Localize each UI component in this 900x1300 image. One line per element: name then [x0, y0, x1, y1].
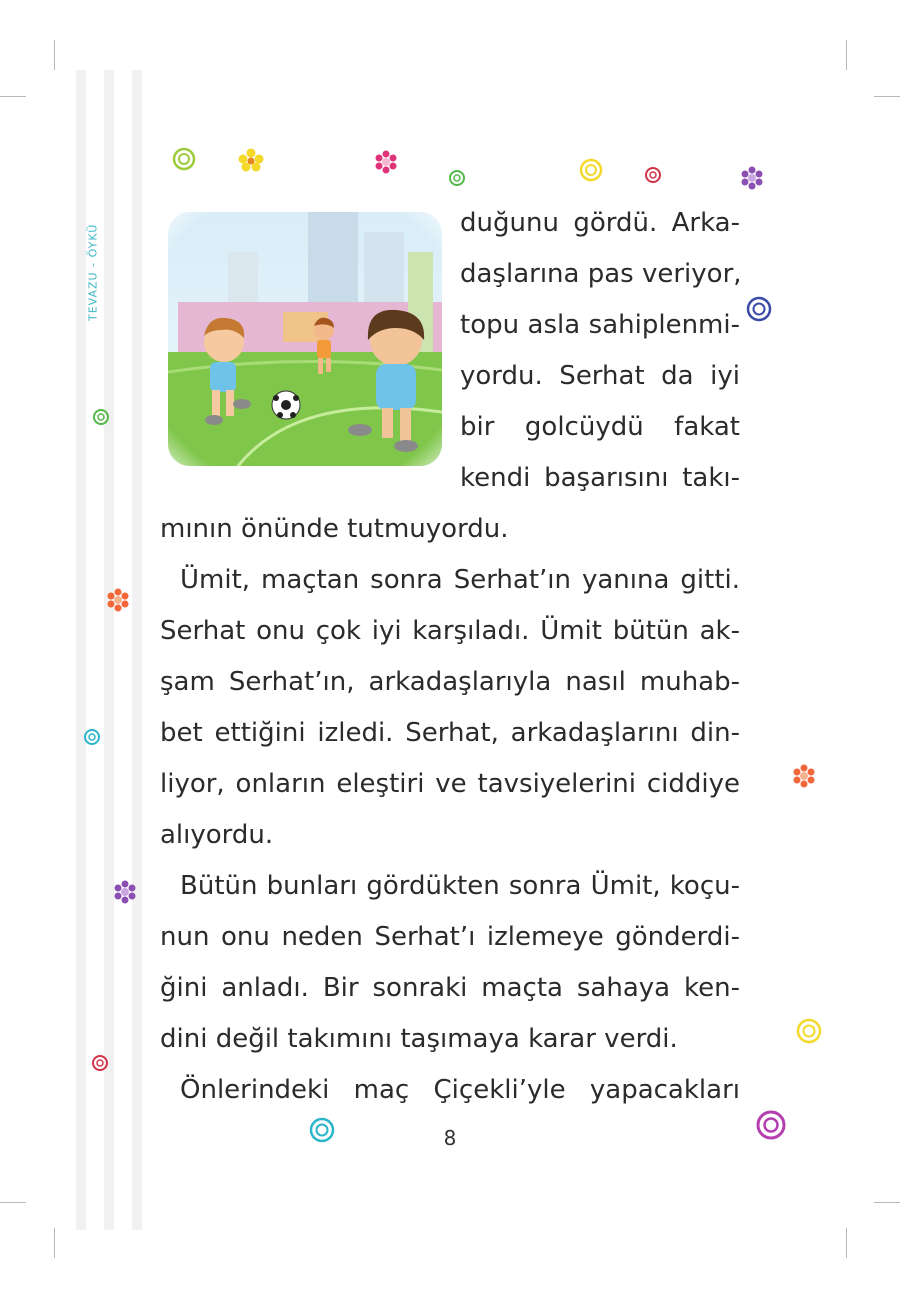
margin-stripe — [132, 70, 142, 1230]
text-line: Bütün bunları gördükten sonra Ümit, koçu- — [180, 871, 740, 901]
flower-icon — [740, 166, 764, 190]
crop-mark — [874, 1202, 900, 1203]
text-line: Önlerindeki maç Çiçekli’yle yapacakları — [180, 1075, 740, 1105]
ring-icon — [579, 158, 603, 182]
text-line: bet ettiğini izledi. Serhat, arkadaşlarını din- — [160, 718, 740, 748]
flower-icon — [238, 148, 264, 172]
text-line: mının önünde tutmuyordu. — [160, 514, 509, 544]
football-scene — [168, 212, 442, 466]
crop-mark — [846, 1228, 847, 1258]
text-line: dini değil takımını taşımaya karar verdi. — [160, 1024, 678, 1054]
text-line: şam Serhat’ın, arkadaşlarıyla nasıl muhab- — [160, 667, 740, 697]
text-line: kendi başarısını takı- — [460, 463, 740, 493]
text-line: yordu. Serhat da iyi — [460, 361, 740, 391]
text-line: ğini anladı. Bir sonraki maçta sahaya ken- — [160, 973, 740, 1003]
text-line: daşlarına pas veriyor, — [460, 259, 742, 289]
crop-mark — [0, 1202, 26, 1203]
flower-icon — [106, 588, 130, 612]
ring-icon — [92, 408, 110, 426]
flower-icon — [374, 150, 398, 174]
text-line: duğunu gördü. Arka- — [460, 208, 740, 238]
crop-mark — [54, 40, 55, 70]
ring-icon — [91, 1054, 109, 1072]
ring-icon — [83, 728, 101, 746]
text-line: liyor, onların eleştiri ve tavsiyelerini ciddiye — [160, 769, 740, 799]
ring-icon — [796, 1018, 822, 1044]
section-label: TEVAZU - ÖYKÜ — [86, 223, 100, 321]
text-line: nun onu neden Serhat’ı izlemeye gönderdi- — [160, 922, 740, 952]
flower-icon — [113, 880, 137, 904]
text-line: topu asla sahiplenmi- — [460, 310, 740, 340]
ring-icon — [644, 166, 662, 184]
ring-icon — [172, 147, 196, 171]
text-line: Serhat onu çok iyi karşıladı. Ümit bütün ak- — [160, 616, 740, 646]
text-line: Ümit, maçtan sonra Serhat’ın yanına gitti. — [180, 565, 740, 595]
page-number: 8 — [443, 1126, 457, 1150]
flower-icon — [792, 764, 816, 788]
text-column-main — [160, 504, 740, 1116]
text-column-top — [460, 198, 740, 504]
ring-icon — [448, 169, 466, 187]
crop-mark — [0, 96, 26, 97]
crop-mark — [874, 96, 900, 97]
crop-mark — [846, 40, 847, 70]
text-line: alıyordu. — [160, 820, 274, 850]
football-illustration — [168, 212, 442, 466]
text-line: bir golcüydü fakat — [460, 412, 740, 442]
margin-stripe — [76, 70, 86, 1230]
crop-mark — [54, 1228, 55, 1258]
ring-icon — [746, 296, 772, 322]
